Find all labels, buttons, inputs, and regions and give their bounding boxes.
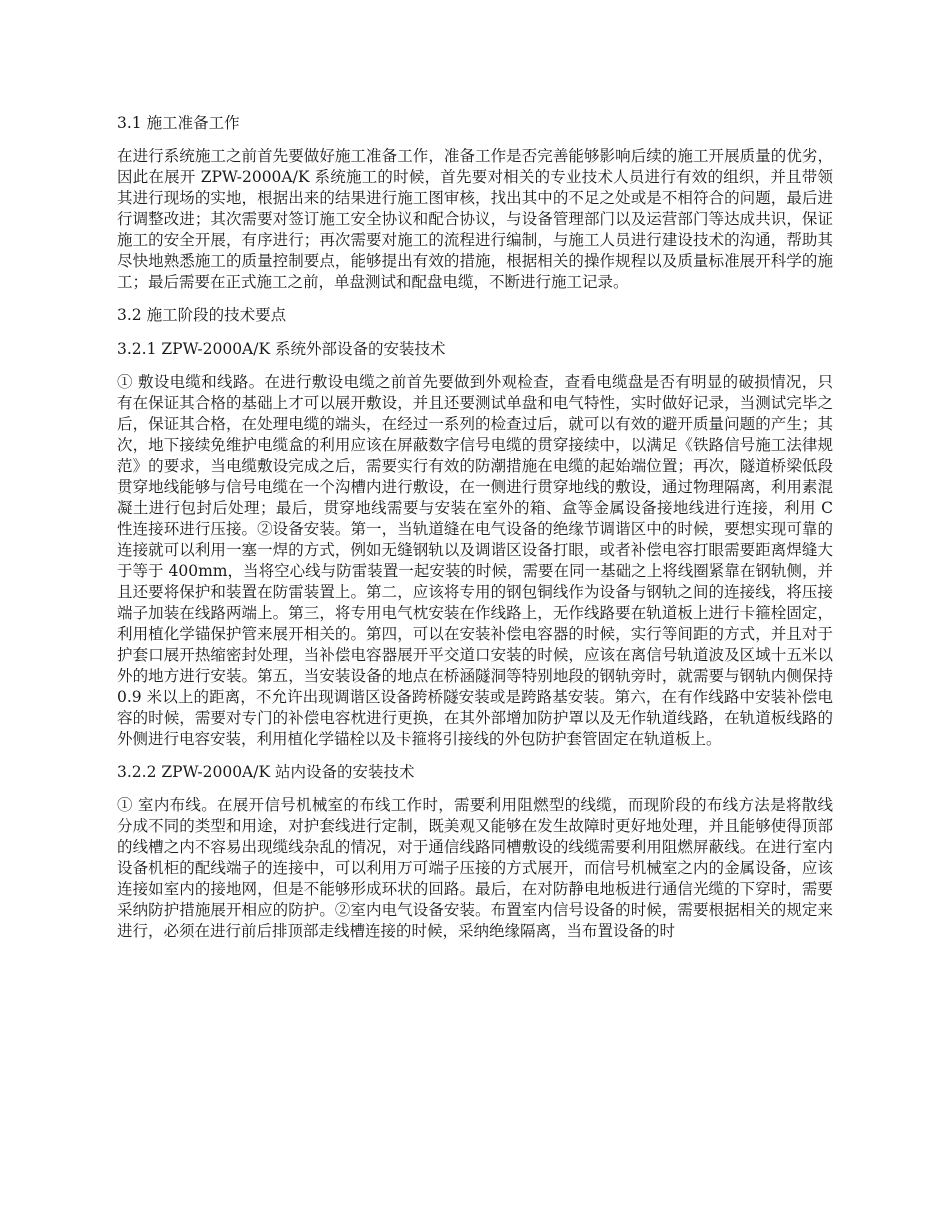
section-3-2-title: 3.2 施工阶段的技术要点: [117, 306, 287, 324]
section-3-2-2-title: 3.2.2 ZPW-2000A/K 站内设备的安装技术: [117, 763, 415, 781]
section-3-2-1-title: 3.2.1 ZPW-2000A/K 系统外部设备的安装技术: [117, 340, 446, 358]
section-3-2-2-body: ① 室内布线。在展开信号机械室的布线工作时，需要利用阻燃型的线缆，而现阶段的布线方法是将散线分成不同的类型和用途，对护套线进行定制，既美观又能够在发生故障时更好地处理，并且能够使得顶部的线槽之内不容易出现缆线杂乱的情况，对于通信线路同槽敷设的线缆需要利用阻燃屏蔽线。在进行室内设备机柜的配线端子的连接中，可以利用万可端子压接的方式展开，而信号机械室之内的金属设备，应该连接如室内的接地网，但是不能够形成环状的回路。最后，在对防静电地板进行通信光缆的下穿时，需要采纳防护措施展开相应的防护。②室内电气设备安装。布置室内信号设备的时候，需要根据相关的规定来进行，必须在进行前后排顶部走线槽连接的时候，采纳绝缘隔离，当布置设备的时: [117, 796, 833, 940]
section-3-2-1-body: ① 敷设电缆和线路。在进行敷设电缆之前首先要做到外观检查，查看电缆盘是否有明显的破损情况，只有在保证其合格的基础上才可以展开敷设，并且还要测试单盘和电气特性，实时做好记录，当测试完毕之后，保证其合格，在处理电缆的端头，在经过一系列的检查过后，就可以有效的避开质量问题的产生；其次，地下接续免维护电缆盒的利用应该在屏蔽数字信号电缆的贯穿接续中，以满足《铁路信号施工法律规范》的要求，当电缆敷设完成之后，需要实行有效的防潮措施在电缆的起始端位置；再次，隧道桥梁低段贯穿地线能够与信号电缆在一个沟槽内进行敷设，在一侧进行贯穿地线的敷设，通过物理隔离，利用素混凝土进行包封后处理；最后，贯穿地线需要与安装在室外的箱、盒等金属设备接地线进行连接，利用 C 性连接环进行压接。②设备安装。第一，当轨道缝在电气设备的绝缘节调谐区中的时候，要想实现可靠的连接就可以利用一塞一焊的方式，例如无缝钢轨以及调谐区设备打眼，或者补偿电容打眼需要距离焊缝大于等于 400mm，当将空心线与防雷装置一起安装的时候，需要在同一基础之上将线圈紧靠在钢轨侧，并且还要将保护和装置在防雷装置上。第二，应该将专用的钢包铜线作为设备与钢轨之间的连接线，将压接端子加装在线路两端上。第三，将专用电气枕安装在作线路上，无作线路要在轨道板上进行卡箍栓固定，利用植化学锚保护管来展开相关的。第四，可以在安装补偿电容器的时候，实行等间距的方式，并且对于护套口展开热缩密封处理，当补偿电容器展开平交道口安装的时候，应该在离信号轨道波及区域十五米以外的地方进行安装。第五，当安装设备的地点在桥涵隧洞等特别地段的钢轨旁时，就需要与钢轨内侧保持 0.9 米以上的距离，不允许出现调谐区设备跨桥隧安装或是跨路基安装。第六，在有作线路中安装补偿电容的时候，需要对专门的补偿电容枕进行更换，在其外部增加防护罩以及无作轨道线路，在轨道板线路的外侧进行电容安装，利用植化学锚栓以及卡箍将引接线的外包防护套管固定在轨道板上。: [117, 373, 833, 748]
section-3-1-body: 在进行系统施工之前首先要做好施工准备工作，准备工作是否完善能够影响后续的施工开展质量的优劣，因此在展开 ZPW-2000A/K 系统施工的时候，首先要对相关的专业技术人员进行有效的组织，并且带领其进行现场的实地，根据出来的结果进行施工图审核，找出其中的不足之处或是不相符合的问题，最后进行调整改进；其次需要对签订施工安全协议和配合协议，与设备管理部门以及运营部门等达成共识，保证施工的安全开展，有序进行；再次需要对施工的流程进行编制，与施工人员进行建设技术的沟通，帮助其尽快地熟悉施工的质量控制要点，能够提出有效的措施，根据相关的操作规程以及质量标准展开科学的施工；最后需要在正式施工之前，单盘测试和配盘电缆，不断进行施工记录。: [117, 147, 833, 291]
section-3-1-title: 3.1 施工准备工作: [117, 114, 240, 132]
document-page: [117, 112, 833, 953]
